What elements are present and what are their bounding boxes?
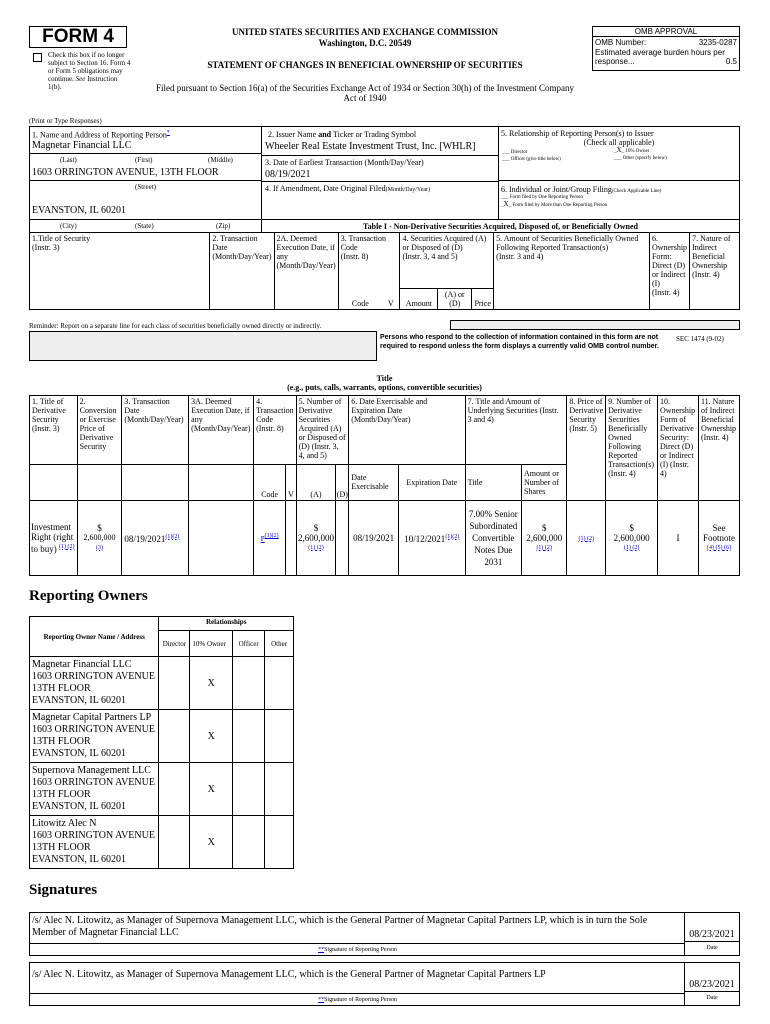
filed-pursuant: Filed pursuant to Section 16(a) of the Securities Exchange Act of 1934 or Section 30(h) of the Investment Company Act of 1940 [156, 83, 574, 103]
director-label: Director [510, 150, 528, 155]
street-label: (Street) [135, 183, 156, 191]
t2-acquired-amount: 2,600,000 [297, 532, 334, 543]
reporting-street: 1603 ORRINGTON AVENUE, 13TH FLOOR [32, 167, 219, 178]
t2-underlying-amount: 2,600,000 [526, 532, 563, 543]
box3-label: 3. Date of Earliest Transaction (Month/Day/Year) [265, 158, 424, 167]
agency-name: UNITED STATES SECURITIES AND EXCHANGE COMMISSION [232, 27, 498, 37]
table2-title: Title [376, 374, 393, 383]
persons-notice: Persons who respond to the collection of information contained in this form are not required to respond unless the form displays a currently valid OMB control number. [380, 334, 659, 350]
t2-amount: Amount or Number of Shares [522, 464, 567, 500]
reporting-owners-heading: Reporting Owners [29, 588, 148, 604]
t2-nature: See Footnote [702, 522, 735, 543]
t1-col2a: 2A. Deemed Execution Date, if any (Month/Day/Year) [274, 233, 338, 310]
box5-relationship: 5. Relationship of Reporting Person(s) to Issuer (Check all applicable) ___ Director _X_ 10% Owner ___ Officer (give title below) ___ Other (specify below) [498, 126, 740, 181]
t2-expiration: 10/12/2021 [404, 533, 446, 544]
print-note: (Print or Type Responses) [29, 117, 102, 125]
form-title: FORM 4 [42, 26, 114, 47]
t2-nature-fn[interactable]: (4) (5) (6) [706, 544, 731, 551]
t2-col2: 2. Conversion or Exercise Price of Derivative Security [77, 396, 122, 465]
t2-col8: 8. Price of Derivative Security (Instr. 5) [567, 396, 606, 501]
t2-price-fn[interactable]: (1) (2) [578, 535, 594, 542]
sec-form-number: SEC 1474 (9-02) [676, 335, 724, 343]
owner-row: Magnetar Financial LLC 1603 ORRINGTON AVENUE 13TH FLOOR EVANSTON, IL 60201 X [30, 657, 294, 710]
box1-reporting-person [29, 126, 262, 220]
signature-text: /s/ Alec N. Litowitz, as Manager of Supernova Management LLC, which is the General Partner of Magnetar Capital Partners LP [32, 969, 546, 980]
signature-date-box [684, 962, 740, 1006]
reporting-city: EVANSTON, IL 60201 [32, 205, 126, 216]
owners-relationships: Relationships [159, 617, 294, 631]
owner-ten-pct-mark: X [190, 763, 233, 816]
reminder-box [29, 331, 377, 361]
t2-v: V [286, 464, 296, 500]
owner-name: Supernova Management LLC [32, 765, 151, 776]
table2 [29, 395, 740, 576]
t2-code: Code [254, 464, 286, 500]
t2-owned-fn[interactable]: (1) (2) [623, 544, 640, 551]
date-label: Date [706, 995, 718, 1001]
signature-date: 08/23/2021 [689, 979, 735, 990]
t1-col1: 1.Title of Security [32, 234, 91, 243]
owners-col-ten: 10% Owner [190, 631, 233, 657]
signature-text: /s/ Alec N. Litowitz, as Manager of Supernova Management LLC, which is the General Partner of Magnetar Capital Partners LP, which is in turn the Sole Member of Magnetar Financial LLC [32, 915, 648, 938]
no-longer-subject-checkbox[interactable] [33, 53, 42, 62]
table1: 1.Title of Security (Instr. 3) 2. Transaction Date (Month/Day/Year) 2A. Deemed Execution Date, if any (Month/Day/Year) 3. Transaction Code (Instr. 8) 4. Securities Acquired (A) or Disposed of (D) (Instr. 3, 4 and 5) 5. Amount of Securities Beneficially Owned Following Reported Transaction(s) (Instr. 3 and 4) 6. Ownership Form: Direct (D) or Indirect (I) (Instr. 4) 7. Nature of Indirect Beneficial Ownership (Instr. 4) Code V Amount (A) or (D) Price [29, 232, 740, 310]
box2-label: 2. Issuer Name [268, 130, 317, 139]
owner-ten-pct-mark: X [190, 816, 233, 869]
t2-code-fn[interactable]: (1)(2) [264, 533, 279, 539]
t2-ownership-form: I [658, 500, 699, 575]
omb-number: 3235-0287 [698, 38, 737, 47]
t2-underlying-title: 7.00% Senior Subordinated Convertible Notes Due 2031 [465, 500, 521, 575]
form-title-box [29, 26, 127, 48]
more-than-one-label: Form filed by More than One Reporting Person [512, 203, 608, 208]
t1-v: V [382, 289, 400, 310]
table1-title-bar [261, 219, 740, 233]
sig-label-link[interactable]: ** [318, 997, 325, 1003]
t2-col4: 4. Transaction Code (Instr. 8) [254, 396, 296, 465]
t2-col6: 6. Date Exercisable and Expiration Date (Month/Day/Year) [349, 396, 465, 464]
issuer-name: Wheeler Real Estate Investment Trust, Inc. [WHLR] [265, 141, 476, 152]
t2-col5: 5. Number of Derivative Securities Acquired (A) or Disposed of (D) (Instr. 3, 4, and 5) [296, 396, 349, 465]
box2-issuer: 2. Issuer Name and Ticker or Trading Symbol Wheeler Real Estate Investment Trust, Inc. [WHLR] [261, 126, 499, 156]
city-label: (City) [60, 222, 77, 230]
owner-name: Magnetar Capital Partners LP [32, 712, 152, 723]
box1-label: 1. Name and Address of Reporting Person [32, 130, 167, 140]
box4-amendment: 4. If Amendment, Date Original Filed(Month/Day/Year) [261, 181, 499, 220]
checkbox-text: Check this box if no longer subject to Section 16. Form 4 or Form 5 obligations may continue. See Instruction 1(b). [48, 51, 131, 91]
signature-block [29, 912, 684, 956]
signature-block [29, 962, 684, 1006]
t2-col11: 11. Nature of Indirect Beneficial Ownership (Instr. 4) [698, 396, 739, 501]
ten-pct-mark: X [616, 146, 622, 154]
zip-label: (Zip) [216, 222, 231, 230]
t1-price: Price [472, 289, 494, 310]
t1-col5: 5. Amount of Securities Beneficially Owned Following Reported Transaction(s) [496, 234, 639, 252]
signature-date-box [684, 912, 740, 956]
reporting-person-name: Magnetar Financial LLC [32, 140, 132, 151]
first-label: (First) [135, 156, 153, 164]
box6-filing: 6. Individual or Joint/Group Filing(Check Applicable Line) ___ Form filed by One Reporting Person _X_ Form filed by More than One Reporting Person [498, 180, 740, 220]
box5-label: 5. Relationship of Reporting Person(s) to Issuer [501, 129, 654, 138]
box1-city-labels [29, 219, 262, 233]
t2-title: Title [465, 464, 521, 500]
t2-conv-fn[interactable]: (3) [96, 544, 103, 551]
t1-code: Code [338, 289, 382, 310]
sig-label-link[interactable]: ** [318, 947, 325, 953]
t2-d: (D) [336, 464, 349, 500]
t2-date-fn[interactable]: (1)(2) [165, 533, 180, 540]
t2-col1: 1. Title of Derivative Security (Instr. 3) [30, 396, 78, 465]
omb-number-label: OMB Number: [595, 38, 647, 47]
t2-owned-amount: 2,600,000 [613, 532, 650, 543]
owners-col-director: Director [159, 631, 190, 657]
owner-name: Magnetar Financial LLC [32, 659, 132, 670]
owner-row: Magnetar Capital Partners LP 1603 ORRINGTON AVENUE 13TH FLOOR EVANSTON, IL 60201 X [30, 710, 294, 763]
box6-label: 6. Individual or Joint/Group Filing [501, 185, 612, 194]
signature-date: 08/23/2021 [689, 929, 735, 940]
table1-title: Table I - Non-Derivative Securities Acquired, Disposed of, or Beneficially Owned [363, 222, 638, 231]
t2-col7: 7. Title and Amount of Underlying Securities (Instr. 3 and 4) [465, 396, 567, 464]
persons-box [450, 320, 740, 330]
table2-subtitle: (e.g., puts, calls, warrants, options, convertible securities) [287, 383, 482, 392]
owner-row: Supernova Management LLC 1603 ORRINGTON AVENUE 13TH FLOOR EVANSTON, IL 60201 X [30, 763, 294, 816]
omb-approval-box [592, 26, 740, 71]
sig-label: Signature of Reporting Person [324, 997, 397, 1003]
owner-name: Litowitz Alec N [32, 818, 97, 829]
t2-col10: 10. Ownership Form of Derivative Security: Direct (D) or Indirect (I) (Instr. 4) [658, 396, 699, 501]
t1-col6: 6. Ownership Form: Direct (D) or Indirect (I) [651, 234, 688, 288]
sig-label: Signature of Reporting Person [324, 947, 397, 953]
t2-code-value[interactable]: P [260, 535, 265, 543]
table2-row: Investment Right (right to buy) $^{(1) (2)}$ $ 2,600,000 (3) $08/19/2021^{(1)(2)}$ $P^{(1)(2)}$ $ 2,600,000 (1) (2) 08/19/2021 $10/12/2021^{(1)(2)}$ 7.00% Senior Subordinated Convertible Notes Due 2031 $ 2,600,000 (1) (2) (1) (2) $ 2,600,000 (1) (2) I See Footnote (4) (5) (6) [30, 500, 740, 575]
officer-label: Officer (give title below) [510, 157, 561, 162]
omb-burden: Estimated average burden hours per response... [595, 48, 725, 66]
t2-date-ex: Date Exercisable [349, 464, 399, 500]
t1-col2: 2. Transaction Date (Month/Day/Year) [210, 233, 274, 310]
t2-exp: Expiration Date [399, 464, 466, 500]
omb-burden-value: 0.5 [725, 57, 737, 66]
t1-col7: 7. Nature of Indirect Beneficial Ownership [692, 234, 731, 270]
owners-col-other: Other [265, 631, 294, 657]
one-person-label: Form filed by One Reporting Person [509, 195, 583, 200]
agency-city: Washington, D.C. 20549 [318, 38, 412, 48]
owner-ten-pct-mark: X [190, 710, 233, 763]
box4-label: 4. If Amendment, Date Original Filed [265, 184, 386, 193]
t1-amount: Amount [400, 289, 438, 310]
t2-col9: 9. Number of Derivative Securities Beneficially Owned Following Reported Transaction(s) (Instr. 4) [606, 396, 658, 501]
t2-col3a: 3A. Deemed Execution Date, if any (Month/Day/Year) [189, 396, 254, 465]
t2-transaction-date: 08/19/2021 [124, 533, 166, 544]
t2-date-exercisable: 08/19/2021 [349, 500, 399, 575]
t2-amt-fn[interactable]: (1) (2) [536, 544, 552, 551]
box3-earliest-date [261, 155, 499, 182]
t2-security: Investment Right (right to buy) [31, 521, 74, 554]
box1-label-link[interactable]: * [166, 130, 170, 136]
box5-sub: (Check all applicable) [583, 138, 655, 147]
t2-security-fn[interactable]: (1) (2) [59, 543, 75, 550]
state-label: (State) [135, 222, 154, 230]
t2-col3: 3. Transaction Date (Month/Day/Year) [122, 396, 189, 465]
reminder-text: Reminder: Report on a separate line for each class of securities beneficially owned directly or indirectly. [29, 322, 322, 330]
t1-col3: 3. Transaction Code [340, 234, 387, 252]
t1-aord: (A) or (D) [438, 289, 472, 310]
owner-row: Litowitz Alec N 1603 ORRINGTON AVENUE 13TH FLOOR EVANSTON, IL 60201 X [30, 816, 294, 869]
ten-pct-label: 10% Owner [625, 149, 650, 154]
signatures-heading: Signatures [29, 882, 98, 898]
t2-a: (A) [296, 464, 336, 500]
more-than-one-mark: X [503, 200, 509, 208]
owners-table [29, 616, 294, 869]
t2-a-fn[interactable]: (1) (2) [308, 544, 324, 551]
middle-label: (Middle) [208, 156, 233, 164]
earliest-transaction-date: 08/19/2021 [265, 169, 311, 180]
last-label: (Last) [60, 156, 77, 164]
owners-col-officer: Officer [233, 631, 265, 657]
owner-ten-pct-mark: X [190, 657, 233, 710]
statement-title: STATEMENT OF CHANGES IN BENEFICIAL OWNERSHIP OF SECURITIES [207, 60, 523, 70]
t2-conversion-price: 2,600,000 [83, 532, 116, 542]
owners-col-name: Reporting Owner Name / Address [30, 617, 159, 657]
date-label: Date [706, 945, 718, 951]
t1-col4: 4. Securities Acquired (A) or Disposed of (D) [402, 234, 487, 252]
t2-exp-fn[interactable]: (1)(2) [445, 533, 460, 540]
other-label: Other (specify below) [622, 156, 667, 161]
omb-title: OMB APPROVAL [593, 27, 739, 37]
